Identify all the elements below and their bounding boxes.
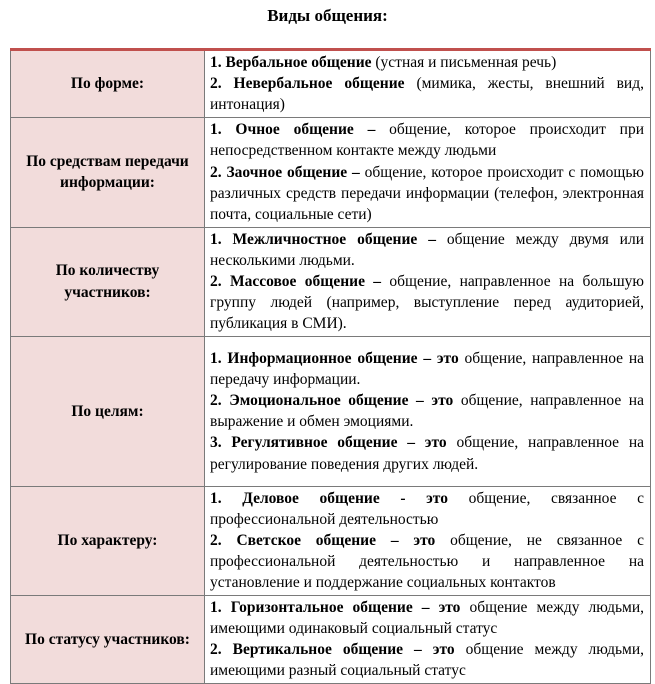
list-item	[210, 432, 644, 474]
item-term: Межличностное общение	[232, 230, 418, 248]
item-number: 2.	[210, 273, 222, 291]
category-by-status: По статусу участников:	[11, 595, 205, 683]
item-term: Заочное общение	[226, 163, 348, 181]
category-by-character: По характеру:	[11, 486, 205, 595]
item-number: 1.	[210, 54, 222, 71]
item-number: 1.	[210, 489, 222, 507]
list-item	[210, 119, 644, 161]
item-number: 1.	[210, 121, 222, 139]
item-connector: – это	[412, 598, 470, 616]
table-row	[11, 117, 651, 227]
item-term: Вербальное общение	[225, 54, 372, 71]
list-item	[210, 73, 644, 115]
description-cell	[205, 486, 651, 595]
item-term: Очное общение	[235, 121, 354, 139]
item-definition: общение, не связанное с профессиональной деятельностью и направленное на установление и поддержание социальных контактов	[210, 532, 644, 592]
item-connector: – это	[403, 641, 466, 659]
item-definition: (мимика, жесты, внешний вид, интонация)	[210, 75, 644, 114]
list-item	[210, 271, 644, 335]
item-term: Массовое общение	[229, 273, 365, 291]
description-cell	[205, 336, 651, 486]
table-row	[11, 486, 651, 595]
item-definition: общение между людьми, имеющими разный социальный статус	[210, 641, 645, 680]
item-term: Светское общение	[236, 532, 376, 550]
list-item	[210, 348, 644, 390]
document-title: Виды общения:	[267, 6, 388, 25]
item-connector: –	[417, 230, 447, 248]
item-definition: общение, направленное на передачу информации.	[210, 349, 645, 388]
table-row	[11, 595, 651, 683]
item-connector: - это	[379, 489, 469, 507]
item-connector: – это	[408, 391, 461, 409]
list-item	[210, 488, 644, 530]
item-connector: – это	[397, 434, 457, 452]
category-by-participants-count: По количеству участников:	[11, 227, 205, 336]
communication-types-table	[10, 48, 651, 684]
list-item	[210, 52, 644, 73]
item-definition: общение, направленное на большую группу людей (например, выступление перед аудиторией, публикация в СМИ).	[210, 273, 644, 333]
description-cell	[205, 50, 651, 118]
description-cell	[205, 595, 651, 683]
item-term: Эмоциональное общение	[229, 391, 409, 409]
item-term: Вертикальное общение	[232, 641, 404, 659]
item-number: 2.	[210, 641, 222, 659]
item-term: Невербальное общение	[233, 75, 405, 93]
item-number: 2.	[210, 532, 222, 550]
table-row	[11, 50, 651, 118]
item-number: 1.	[210, 349, 222, 367]
item-definition: общение между людьми, имеющими одинаковый социальный статус	[210, 598, 645, 637]
list-item	[210, 390, 644, 432]
description-cell	[205, 117, 651, 227]
item-number: 2.	[210, 75, 222, 93]
item-number: 2.	[210, 163, 222, 181]
category-by-form: По форме:	[11, 50, 205, 118]
item-term: Регулятивное общение	[231, 434, 398, 452]
table-row	[11, 227, 651, 336]
description-cell	[205, 227, 651, 336]
item-definition: общение, направленное на выражение и обмен эмоциями.	[210, 391, 644, 431]
list-item	[210, 639, 644, 681]
list-item	[210, 229, 644, 271]
item-definition: общение, которое происходит при непосредственном контакте между людьми	[210, 121, 644, 160]
item-number: 2.	[210, 391, 222, 409]
item-definition: общение между двумя или несколькими людьми.	[210, 230, 645, 269]
table-row	[11, 336, 651, 486]
category-by-means: По средствам передачи информации:	[11, 117, 205, 227]
list-item	[210, 162, 644, 226]
item-definition: (устная и письменная речь)	[371, 54, 557, 71]
item-number: 1.	[210, 230, 222, 248]
item-definition: общение, направленное на регулирование поведения других людей.	[210, 434, 645, 473]
item-connector: –	[347, 163, 365, 181]
item-connector: – это	[417, 349, 465, 367]
item-number: 1.	[210, 598, 222, 616]
list-item	[210, 530, 644, 594]
item-number: 3.	[210, 434, 222, 452]
item-definition: общение, связанное с профессиональной деятельностью	[210, 489, 644, 528]
category-by-goals: По целям:	[11, 336, 205, 486]
item-connector: –	[364, 273, 390, 291]
item-term: Деловое общение	[242, 489, 380, 507]
item-connector: – это	[376, 532, 451, 550]
list-item	[210, 597, 644, 639]
item-connector: –	[353, 121, 390, 139]
item-term: Горизонтальное общение	[230, 598, 413, 616]
item-term: Информационное общение	[227, 349, 418, 367]
item-definition: общение, которое происходит с помощью различных средств передачи информации (телефон, электронная почта, социальные сети)	[210, 163, 645, 223]
